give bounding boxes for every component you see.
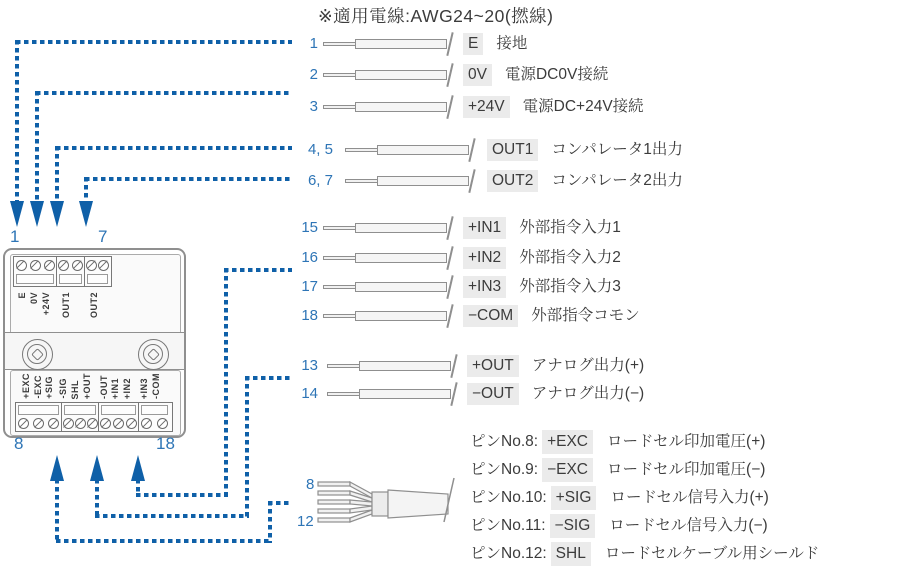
loadcell-cable-graphic bbox=[314, 468, 469, 530]
device-pin-number-top-left: 1 bbox=[10, 227, 20, 246]
terminal-tag: +IN1 bbox=[463, 217, 506, 239]
terminal-tag: OUT1 bbox=[487, 139, 538, 161]
terminal-description: 外部指令コモン bbox=[531, 307, 640, 324]
dotted-connector bbox=[95, 479, 99, 516]
wire-graphic bbox=[323, 64, 455, 86]
screw-terminal-icon bbox=[30, 260, 41, 271]
dotted-connector bbox=[136, 493, 228, 497]
terminal-tag: −OUT bbox=[467, 383, 519, 405]
mounting-screw-icon bbox=[22, 339, 53, 370]
terminal-label: +EXC bbox=[21, 373, 31, 399]
screw-terminal-icon bbox=[48, 418, 59, 429]
screw-terminal-icon bbox=[157, 418, 168, 429]
terminal-tag: OUT2 bbox=[487, 170, 538, 192]
terminal-tag: +EXC bbox=[542, 430, 593, 454]
terminal-description: 接地 bbox=[496, 35, 528, 52]
up-arrow-icon bbox=[90, 455, 104, 481]
wire-row-4-5 bbox=[0, 139, 900, 161]
wire-graphic bbox=[323, 96, 455, 118]
terminal-label: -OUT bbox=[99, 375, 109, 399]
pin-note-prefix: ピンNo.9: bbox=[470, 461, 539, 478]
terminal-tag: −EXC bbox=[542, 458, 593, 482]
terminal-tag: +IN2 bbox=[463, 247, 506, 269]
terminal-description: 外部指令入力2 bbox=[519, 249, 621, 266]
screw-terminal-icon bbox=[141, 418, 152, 429]
screw-terminal-icon bbox=[113, 418, 124, 429]
terminal-label: -SIG bbox=[58, 378, 68, 399]
terminal-label: -COM bbox=[151, 373, 161, 399]
terminal-tag: +OUT bbox=[467, 355, 519, 377]
wire-graphic bbox=[345, 139, 477, 161]
screw-terminal-icon bbox=[58, 260, 69, 271]
wire-graphic bbox=[323, 276, 455, 298]
pin-note-prefix: ピンNo.11: bbox=[470, 517, 546, 534]
terminal-label: +IN2 bbox=[122, 377, 132, 399]
terminal-label: OUT2 bbox=[89, 292, 99, 319]
terminal-tag: 0V bbox=[463, 64, 492, 86]
pin-note-12 bbox=[470, 542, 819, 566]
dotted-connector bbox=[268, 501, 272, 543]
device-front-view bbox=[3, 248, 186, 438]
screw-terminal-icon bbox=[126, 418, 137, 429]
terminal-description: コンパレータ2出力 bbox=[551, 172, 683, 189]
terminal-description: アナログ出力(−) bbox=[531, 385, 645, 402]
screw-terminal-icon bbox=[44, 260, 55, 271]
terminal-label: +IN3 bbox=[139, 377, 149, 399]
terminal-description: 外部指令入力1 bbox=[519, 219, 621, 236]
pin-note-10 bbox=[470, 486, 769, 510]
terminal-tag: +24V bbox=[463, 96, 510, 118]
pin-number: 15 bbox=[301, 219, 318, 236]
pin-note-description: ロードセル信号入力(+) bbox=[610, 489, 769, 506]
wire-graphic bbox=[345, 170, 477, 192]
terminal-label: OUT1 bbox=[61, 292, 71, 319]
terminal-label: +24V bbox=[41, 292, 51, 316]
terminal-label: SHL bbox=[70, 379, 80, 399]
pin-note-description: ロードセル印加電圧(+) bbox=[607, 433, 766, 450]
terminal-description: コンパレータ1出力 bbox=[551, 141, 683, 158]
terminal-label: E bbox=[17, 292, 27, 299]
dotted-connector bbox=[95, 514, 249, 518]
wire-graphic bbox=[323, 217, 455, 239]
pin-number: 16 bbox=[301, 249, 318, 266]
wire-graphic bbox=[323, 33, 455, 55]
device-top-terminal-block bbox=[13, 256, 112, 287]
pin-note-11 bbox=[470, 514, 768, 538]
terminal-tag: +IN3 bbox=[463, 276, 506, 298]
pin-number: 6, 7 bbox=[307, 172, 333, 189]
screw-terminal-icon bbox=[75, 418, 86, 429]
terminal-label: +OUT bbox=[82, 372, 92, 399]
pin-number: 1 bbox=[309, 35, 318, 52]
terminal-tag: −COM bbox=[463, 305, 518, 327]
screw-terminal-icon bbox=[98, 260, 109, 271]
pin-number: 2 bbox=[309, 66, 318, 83]
terminal-tag: E bbox=[463, 33, 483, 55]
terminal-tag: SHL bbox=[551, 542, 591, 566]
pin-note-description: ロードセル印加電圧(−) bbox=[607, 461, 766, 478]
screw-terminal-icon bbox=[33, 418, 44, 429]
terminal-label: +IN1 bbox=[110, 377, 120, 399]
cable-pin-8-label: 8 bbox=[306, 476, 315, 493]
terminal-description: アナログ出力(+) bbox=[531, 357, 645, 374]
dotted-connector bbox=[136, 479, 140, 495]
terminal-label: -EXC bbox=[33, 375, 43, 399]
terminal-description: 電源DC0V接続 bbox=[504, 66, 609, 83]
terminal-description: 電源DC+24V接続 bbox=[522, 98, 644, 115]
terminal-description: 外部指令入力3 bbox=[519, 278, 621, 295]
terminal-label: 0V bbox=[29, 292, 39, 305]
cable-pin-12-label: 12 bbox=[297, 513, 314, 530]
screw-terminal-icon bbox=[86, 260, 97, 271]
pin-number: 3 bbox=[309, 98, 318, 115]
pin-number: 13 bbox=[301, 357, 318, 374]
screw-terminal-icon bbox=[63, 418, 74, 429]
wire-row-15 bbox=[0, 217, 900, 239]
pin-note-description: ロードセルケーブル用シールド bbox=[604, 545, 820, 562]
device-pin-number-top-right: 7 bbox=[98, 227, 108, 246]
pin-number: 18 bbox=[301, 307, 318, 324]
screw-terminal-icon bbox=[72, 260, 83, 271]
wire-graphic bbox=[323, 305, 455, 327]
screw-terminal-icon bbox=[87, 418, 98, 429]
applicable-wire-note: ※適用電線:AWG24~20(撚線) bbox=[318, 6, 554, 26]
wire-row-3 bbox=[0, 96, 900, 118]
wire-graphic bbox=[323, 247, 455, 269]
pin-note-prefix: ピンNo.8: bbox=[470, 433, 539, 450]
pin-note-description: ロードセル信号入力(−) bbox=[609, 517, 768, 534]
screw-terminal-icon bbox=[100, 418, 111, 429]
device-bottom-terminal-block bbox=[15, 402, 173, 432]
pin-note-9 bbox=[470, 458, 765, 482]
pin-number: 14 bbox=[301, 385, 318, 402]
wire-row-2 bbox=[0, 64, 900, 86]
wire-graphic bbox=[327, 355, 459, 377]
terminal-tag: +SIG bbox=[551, 486, 597, 510]
up-arrow-icon bbox=[131, 455, 145, 481]
dotted-connector bbox=[55, 479, 59, 541]
pin-number: 4, 5 bbox=[307, 141, 333, 158]
dotted-connector bbox=[56, 539, 272, 543]
mounting-screw-icon bbox=[138, 339, 169, 370]
up-arrow-icon bbox=[50, 455, 64, 481]
wire-row-1 bbox=[0, 33, 900, 55]
pin-note-8 bbox=[470, 430, 765, 454]
pin-note-prefix: ピンNo.10: bbox=[470, 489, 547, 506]
wire-graphic bbox=[327, 383, 459, 405]
dotted-connector bbox=[36, 91, 292, 95]
terminal-tag: −SIG bbox=[550, 514, 596, 538]
device-pin-number-bottom-right: 18 bbox=[156, 434, 175, 453]
terminal-label: +SIG bbox=[44, 376, 54, 399]
screw-terminal-icon bbox=[16, 260, 27, 271]
device-pin-number-bottom-left: 8 bbox=[14, 434, 24, 453]
wire-row-6-7 bbox=[0, 170, 900, 192]
screw-terminal-icon bbox=[18, 418, 29, 429]
pin-number: 17 bbox=[301, 278, 318, 295]
pin-note-prefix: ピンNo.12: bbox=[470, 545, 547, 562]
